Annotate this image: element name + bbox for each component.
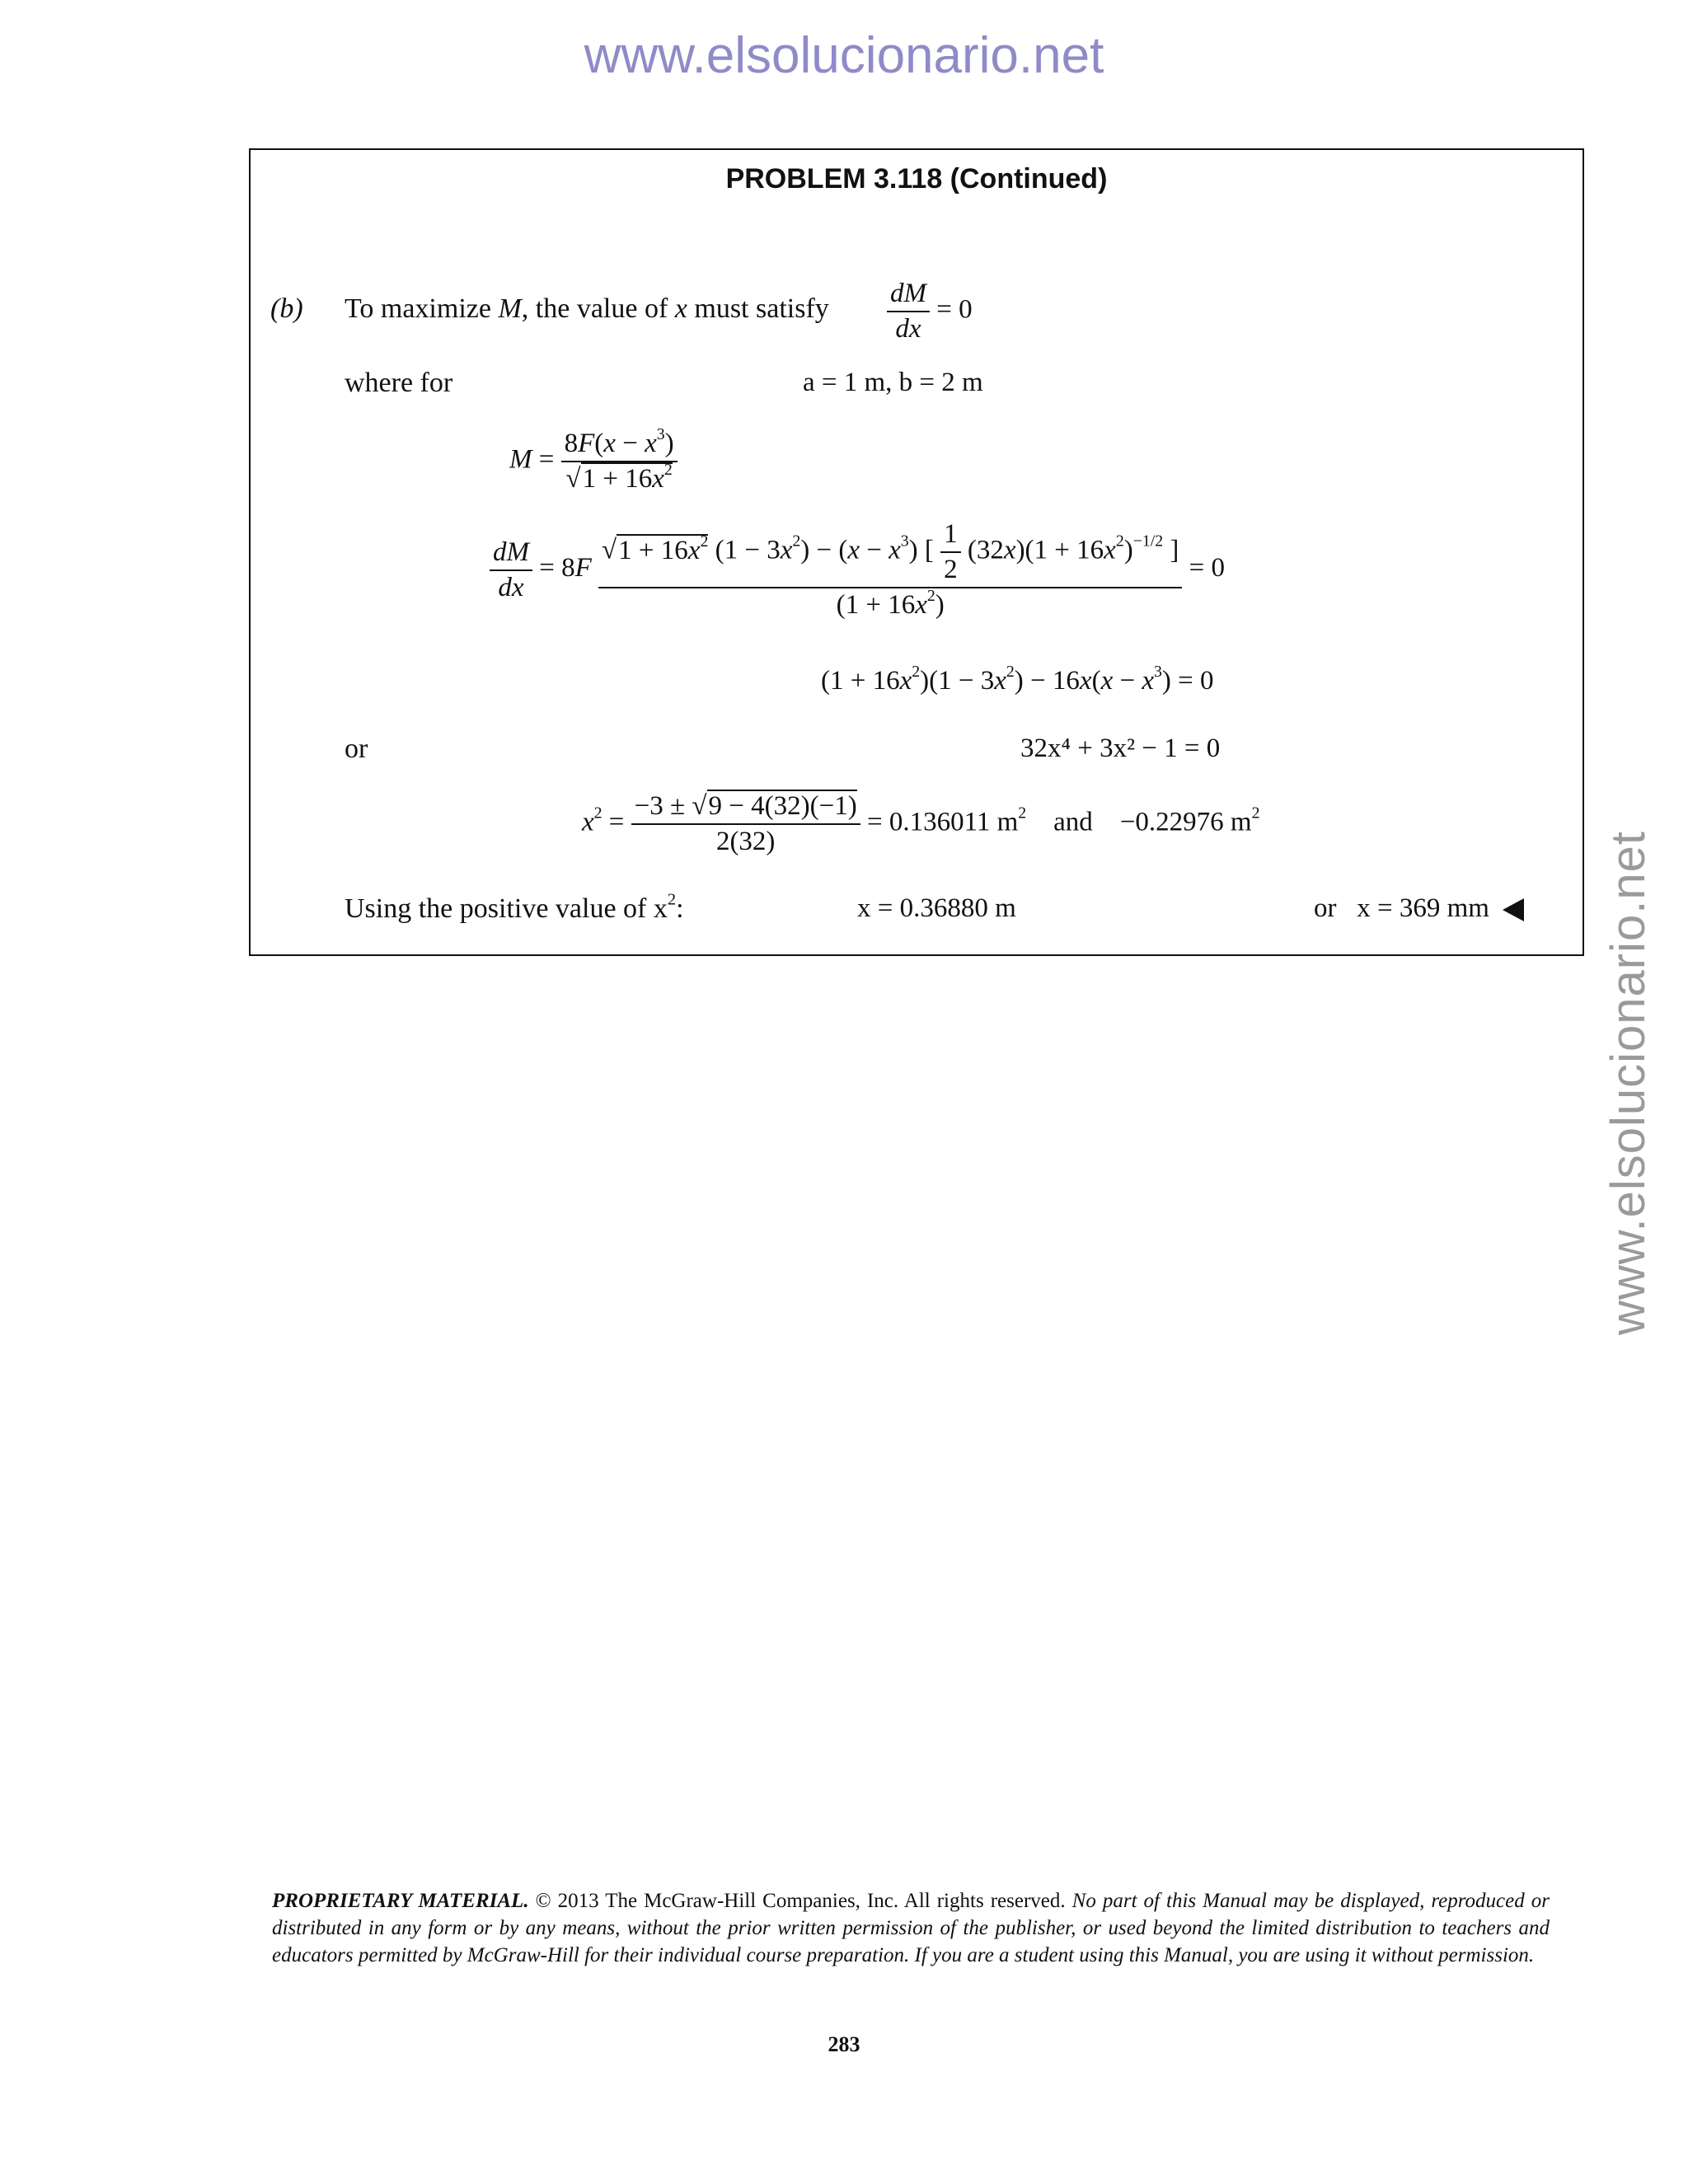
derivative-equation: $\frac{dM}{dx}$ = 8F $√1 + 16x^2$ $(1 - 3x^2) - (x - x^3)$ [ $\frac{1}{2}$ $(32x)(1 + 16x^2)^{-1/2}$ ] $(1 + 16x^2)$ = 0 [490, 519, 1225, 621]
positive-label: Using the positive value of $x^2$: [345, 890, 684, 924]
watermark-top: www.elsolucionario.net [584, 27, 1104, 84]
footer-notice: PROPRIETARY MATERIAL. © 2013 The McGraw-Hill Companies, Inc. All rights reserved. No part of this Manual may be displayed, reproduced or distributed in any form or by any means, without the prior written permission of the publisher, or used beyond the limited distribution to teachers and educators permitted by McGraw-Hill for their individual course preparation. If you are a student using this Manual, you are using it without permission. [272, 1890, 1550, 1966]
roots-equation: $x^2$ = $\frac{-3 \pm √9 - 4(32)(-1)}{2(32)}$ = 0.136011 $m^2$ and −0.22976 $m^2$ [582, 791, 1260, 856]
moment-equation: M = $\frac{8F(x - x^3)}{√1 + 16x^2}$ [509, 429, 678, 494]
condition-eq: $\frac{dM}{dx}$ = 0 [887, 279, 973, 344]
intro-text: To maximize M, the value of x must satisfy [345, 293, 829, 324]
or-label: or [345, 733, 368, 764]
quartic-equation: 32x⁴ + 3x² − 1 = 0 [1020, 733, 1221, 763]
watermark-side: www.elsolucionario.net [1601, 831, 1655, 1335]
where-values: a = 1 m, b = 2 m [803, 368, 983, 397]
final-answer: or x = 369 mm [1314, 893, 1524, 924]
part-label: (b) [270, 293, 303, 324]
answer-arrow-icon [1503, 898, 1524, 921]
x-value: x = 0.36880 m [857, 893, 1016, 923]
where-label: where for [345, 368, 453, 398]
simplified-equation: $(1 + 16x^2)(1 - 3x^2) - 16x(x - x^3) = 0$ [821, 663, 1214, 696]
problem-title: PROBLEM 3.118 (Continued) [725, 163, 1108, 194]
page-number: 283 [828, 2032, 860, 2056]
